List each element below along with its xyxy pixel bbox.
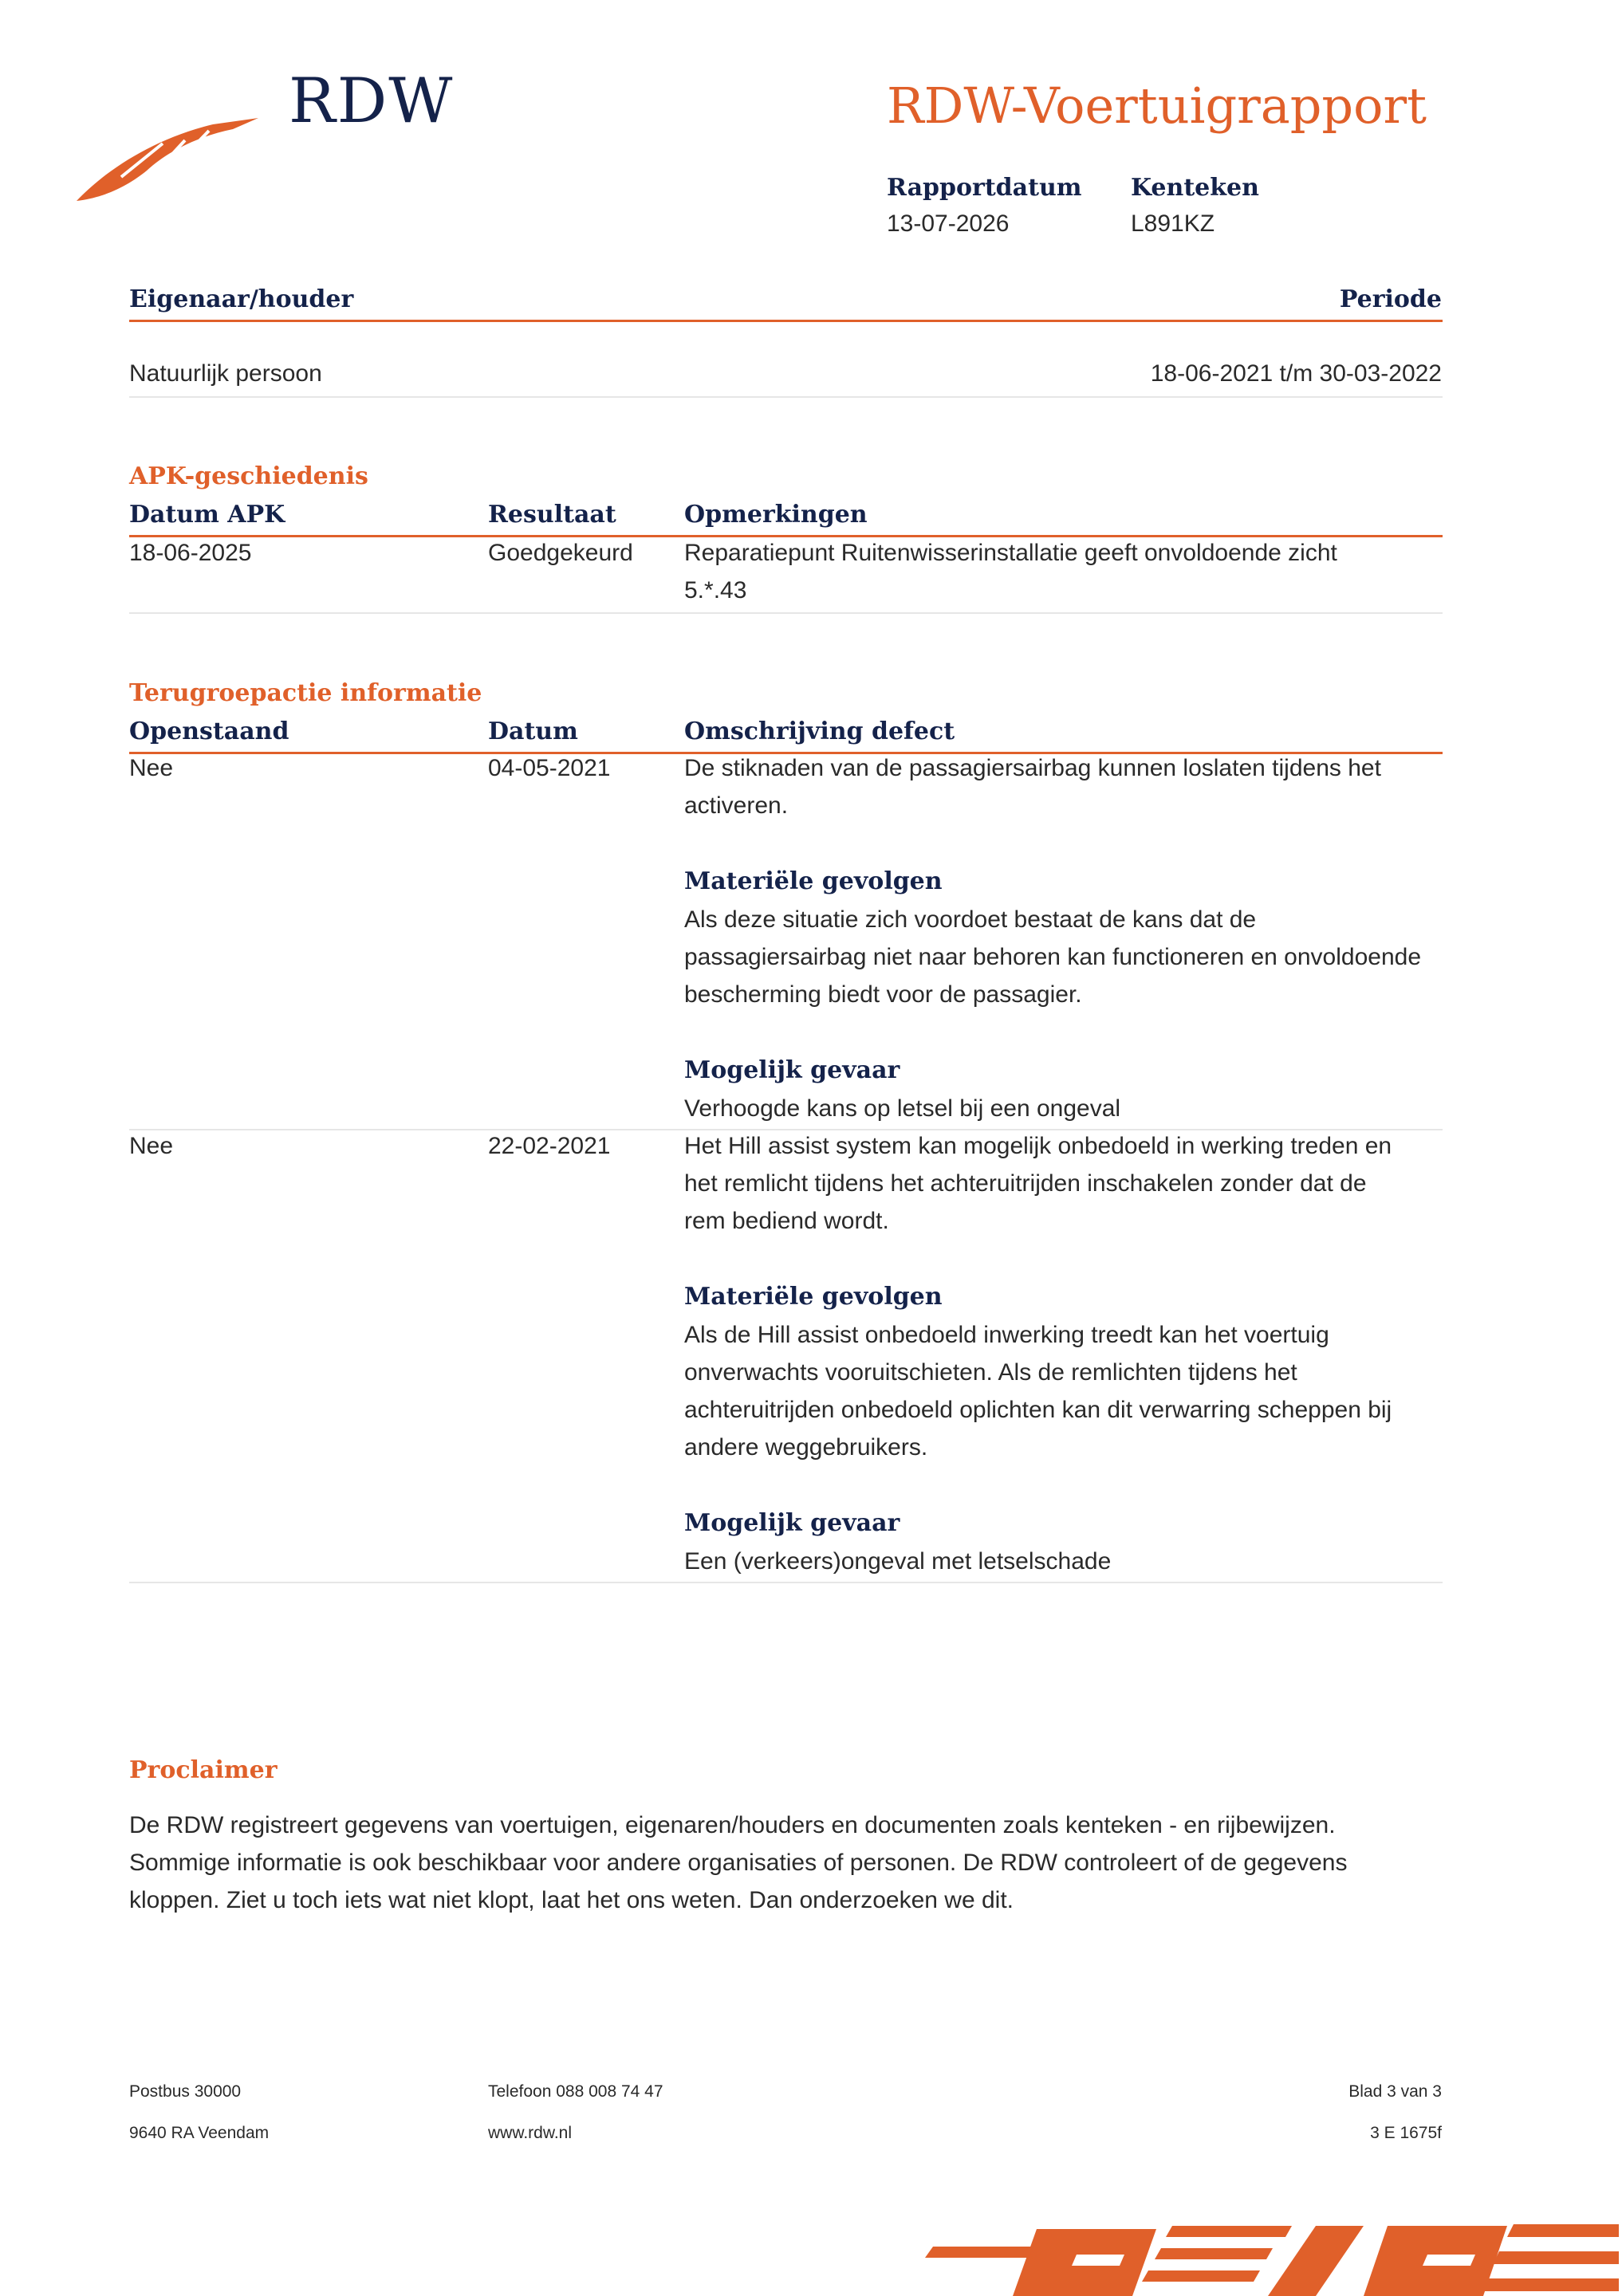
owner-divider xyxy=(129,396,1443,398)
apk-divider xyxy=(129,612,1443,614)
recall-description-line: rem bediend wordt. xyxy=(684,1208,889,1234)
recall-col-date: Datum xyxy=(488,718,578,745)
recall-divider xyxy=(129,1582,1443,1583)
proclaimer-line: De RDW registreert gegevens van voertuigen, eigenaren/houders en documenten zoals kenteken - en rijbewijzen. xyxy=(129,1812,1336,1838)
owner-rule xyxy=(129,320,1443,322)
period-value: 18-06-2021 t/m 30-03-2022 xyxy=(1150,360,1442,387)
kenteken-label: Kenteken xyxy=(1131,174,1259,202)
recall-date: 22-02-2021 xyxy=(488,1133,611,1159)
recall-section-title: Terugroepactie informatie xyxy=(129,679,482,707)
danger-text: Een (verkeers)ongeval met letselschade xyxy=(684,1548,1112,1575)
recall-col-description: Omschrijving defect xyxy=(684,718,955,745)
recall-description-line: De stiknaden van de passagiersairbag kunnen loslaten tijdens het xyxy=(684,755,1381,781)
kenteken-value: L891KZ xyxy=(1131,210,1215,237)
consequences-label: Materiële gevolgen xyxy=(684,1283,943,1311)
footer-page: Blad 3 van 3 xyxy=(1348,2082,1442,2101)
consequences-line: bescherming biedt voor de passagier. xyxy=(684,981,1082,1008)
rapportdatum-value: 13-07-2026 xyxy=(887,210,1010,237)
apk-col-date: Datum APK xyxy=(129,501,285,529)
consequences-line: onverwachts vooruitschieten. Als de remlichten tijdens het xyxy=(684,1359,1297,1386)
owner-label: Eigenaar/houder xyxy=(129,285,354,313)
proclaimer-line: kloppen. Ziet u toch iets wat niet klopt, laat het ons weten. Dan onderzoeken we dit. xyxy=(129,1887,1014,1913)
period-label: Periode xyxy=(1339,285,1442,313)
apk-remark-line: Reparatiepunt Ruitenwisserinstallatie geeft onvoldoende zicht xyxy=(684,540,1337,566)
recall-open: Nee xyxy=(129,755,174,781)
rapportdatum-label: Rapportdatum xyxy=(887,174,1082,202)
consequences-line: Als deze situatie zich voordoet bestaat de kans dat de xyxy=(684,906,1257,933)
apk-col-remarks: Opmerkingen xyxy=(684,501,868,529)
apk-remark-line: 5.*.43 xyxy=(684,577,747,603)
consequences-line: Als de Hill assist onbedoeld inwerking treedt kan het voertuig xyxy=(684,1322,1329,1348)
apk-result: Goedgekeurd xyxy=(488,540,633,566)
brand-name: RDW xyxy=(289,65,455,137)
footer-postbus: Postbus 30000 xyxy=(129,2082,242,2101)
footer-code: 3 E 1675f xyxy=(1370,2124,1442,2142)
apk-col-result: Resultaat xyxy=(488,501,616,529)
danger-label: Mogelijk gevaar xyxy=(684,1509,900,1537)
owner-value: Natuurlijk persoon xyxy=(129,360,322,387)
apk-date: 18-06-2025 xyxy=(129,540,252,566)
recall-description-line: activeren. xyxy=(684,792,789,819)
footer-address: 9640 RA Veendam xyxy=(129,2124,270,2142)
recall-open: Nee xyxy=(129,1133,174,1159)
footer-phone: Telefoon 088 008 74 47 xyxy=(488,2082,663,2101)
consequences-label: Materiële gevolgen xyxy=(684,867,943,895)
recall-col-open: Openstaand xyxy=(129,718,289,745)
rdw-logo-icon xyxy=(73,94,265,206)
danger-label: Mogelijk gevaar xyxy=(684,1056,900,1084)
danger-text: Verhoogde kans op letsel bij een ongeval xyxy=(684,1095,1121,1122)
proclaimer-title: Proclaimer xyxy=(129,1756,278,1784)
recall-description-line: het remlicht tijdens het achteruitrijden inschakelen zonder dat de xyxy=(684,1170,1367,1197)
recall-description-line: Het Hill assist system kan mogelijk onbedoeld in werking treden en xyxy=(684,1133,1392,1159)
consequences-line: achteruitrijden onbedoeld oplichten kan dit verwarring scheppen bij xyxy=(684,1397,1392,1423)
proclaimer-line: Sommige informatie is ook beschikbaar voor andere organisaties of personen. De RDW controleert of de gegevens xyxy=(129,1850,1348,1876)
footer-website[interactable]: www.rdw.nl xyxy=(488,2124,573,2142)
apk-section-title: APK-geschiedenis xyxy=(129,462,368,490)
recall-date: 04-05-2021 xyxy=(488,755,611,781)
consequences-line: passagiersairbag niet naar behoren kan functioneren en onvoldoende xyxy=(684,944,1422,970)
report-title: RDW-Voertuigrapport xyxy=(887,77,1427,135)
consequences-line: andere weggebruikers. xyxy=(684,1434,928,1461)
decorative-stripes-icon xyxy=(917,2210,1622,2296)
